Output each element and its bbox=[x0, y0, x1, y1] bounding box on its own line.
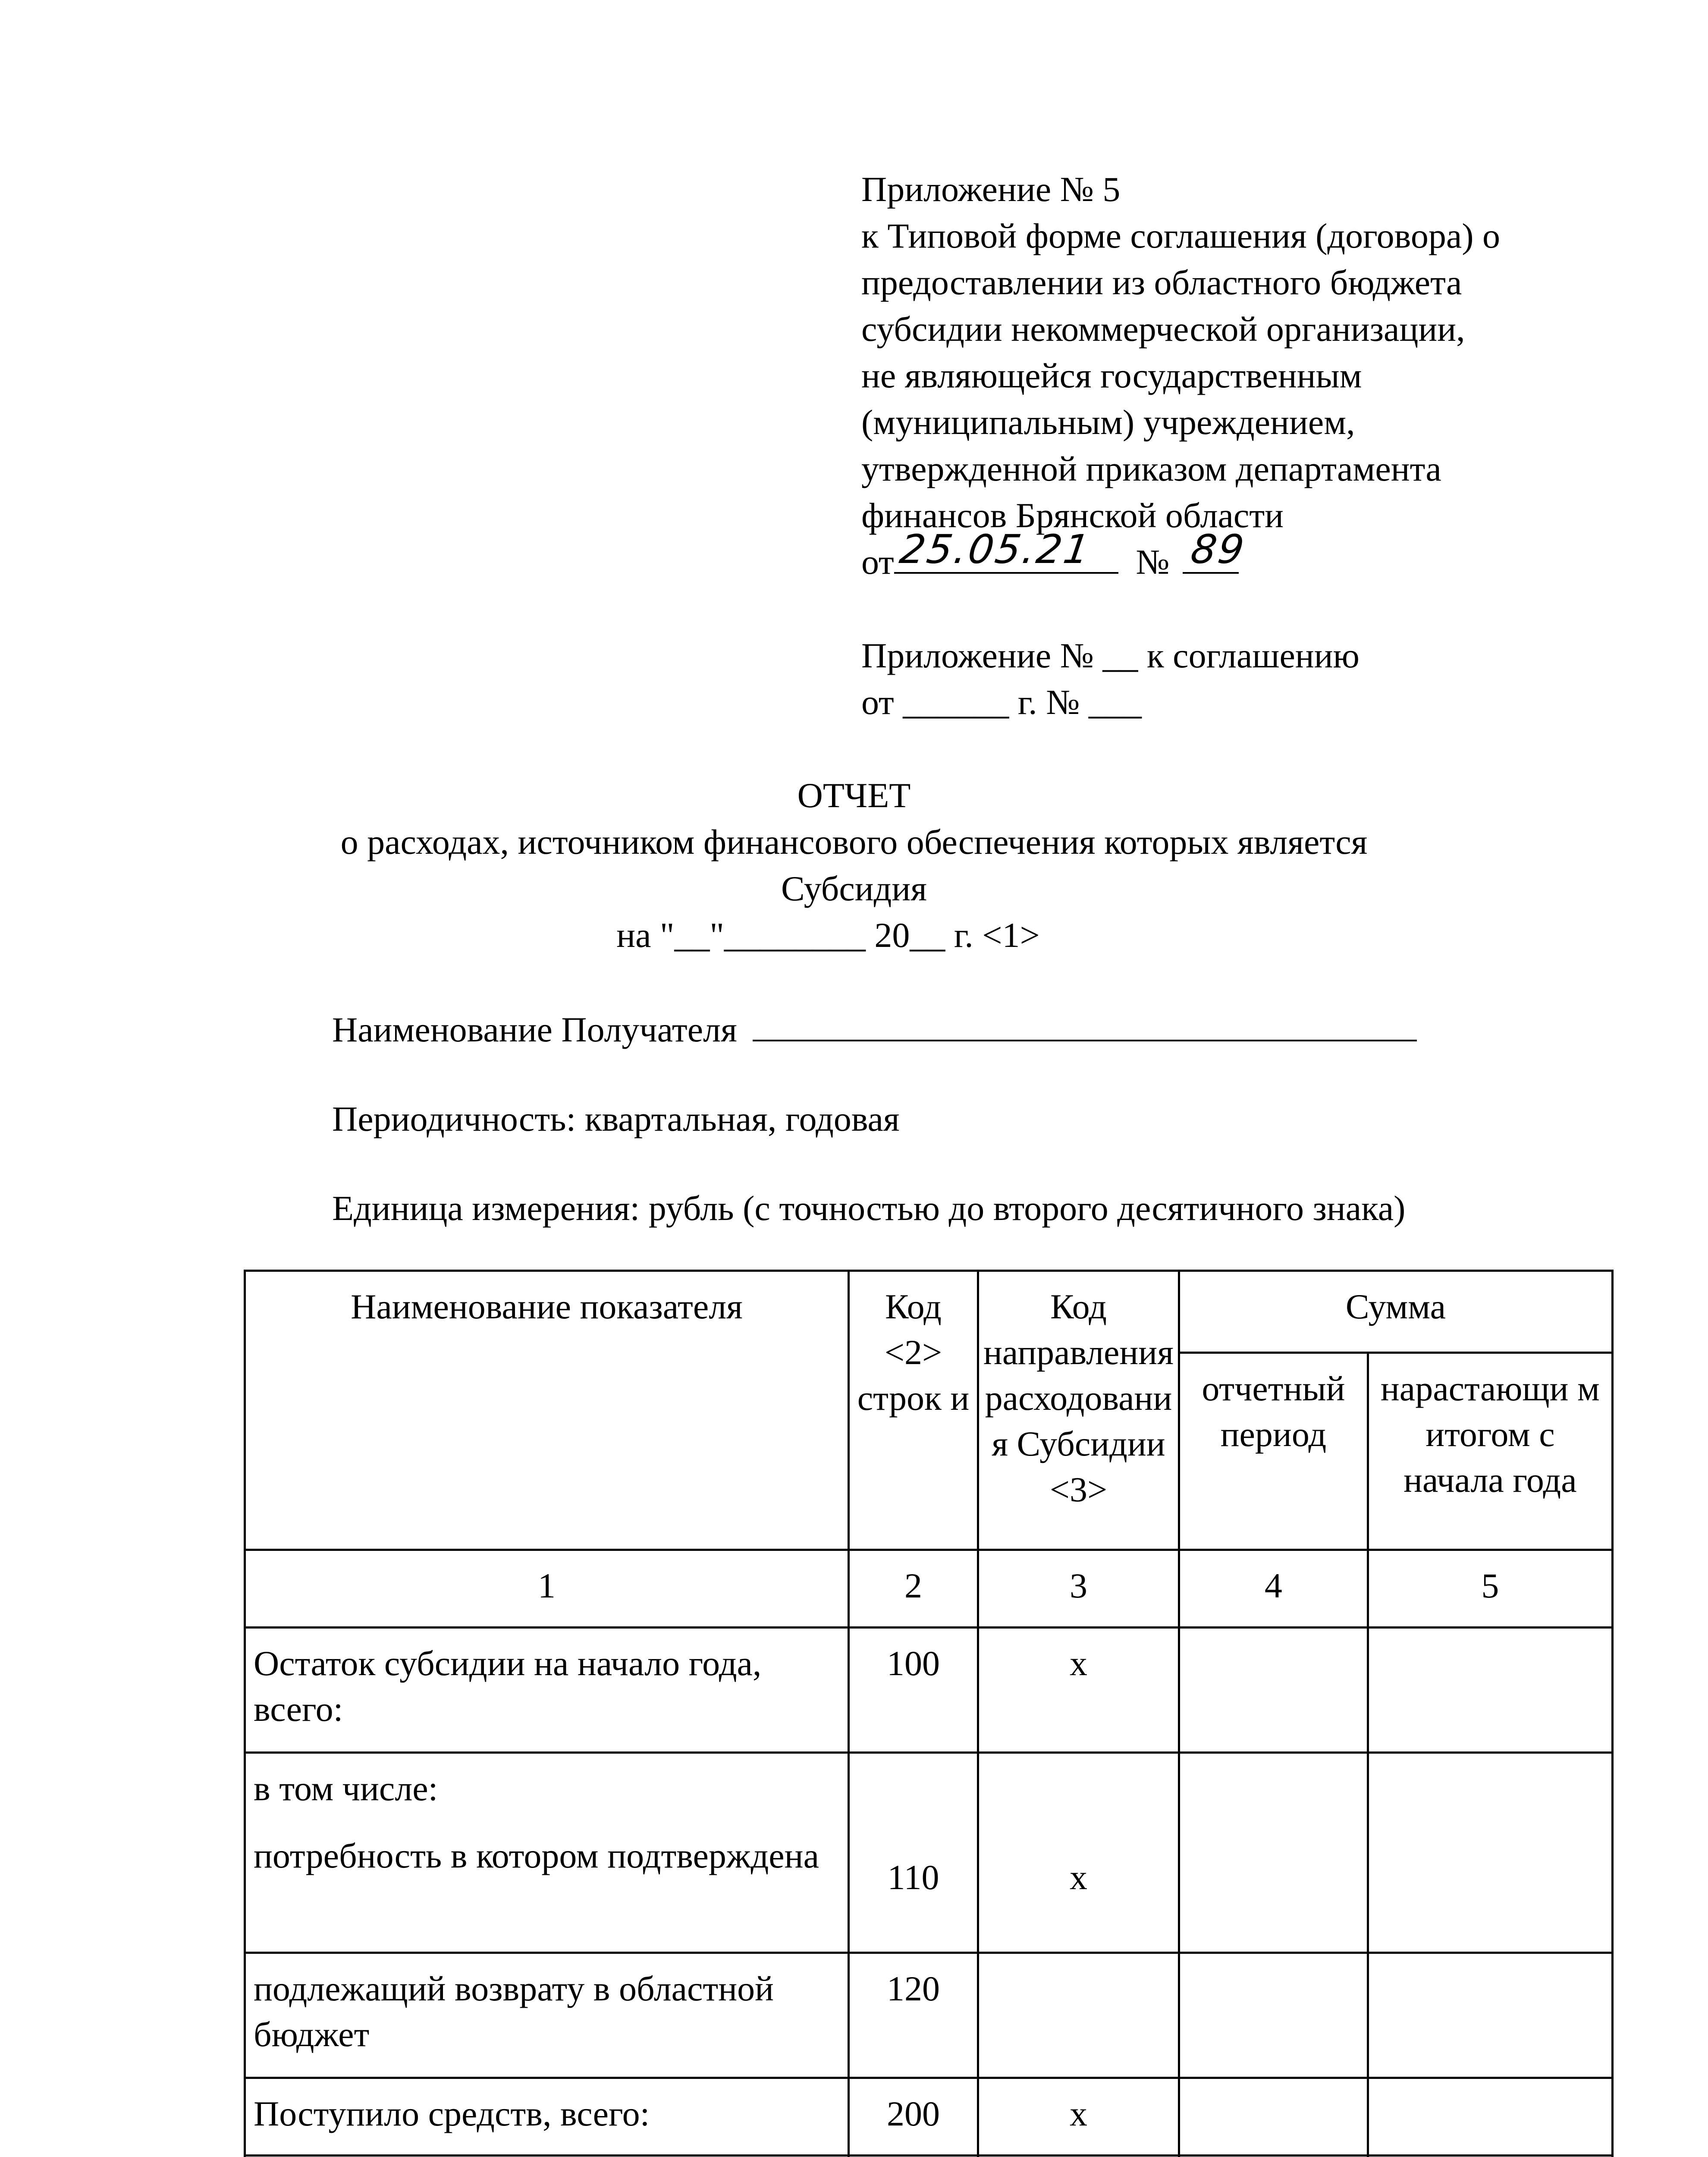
appendix-line-1: Приложение № 5 bbox=[861, 170, 1121, 209]
appendix-line-6: (муниципальным) учреждением, bbox=[861, 402, 1355, 442]
row-period-value bbox=[1179, 2156, 1368, 2157]
table-column-numbers bbox=[245, 1550, 1613, 1628]
row-cumulative-value bbox=[1368, 2156, 1612, 2157]
row-direction bbox=[978, 2156, 1179, 2157]
row-name-cell bbox=[245, 1753, 849, 1953]
recipient-row bbox=[332, 1006, 1417, 1053]
row-code: 200 bbox=[849, 2078, 978, 2156]
col-number: 4 bbox=[1179, 1550, 1368, 1628]
order-date-handwritten: 25.05.21 bbox=[897, 526, 1094, 572]
table-row bbox=[245, 1753, 1613, 1953]
row-direction bbox=[978, 1953, 1179, 2078]
row-code: 120 bbox=[849, 1953, 978, 2078]
unit-of-measure: Единица измерения: рубль (с точностью до второго десятичного знака) bbox=[332, 1189, 1406, 1228]
recipient-label: Наименование Получателя bbox=[332, 1010, 737, 1049]
header-cumulative: нарастающи м итогом с начала года bbox=[1368, 1352, 1612, 1550]
col-number: 3 bbox=[978, 1550, 1179, 1628]
row-cumulative-value bbox=[1368, 2078, 1612, 2156]
row-code: 110 bbox=[849, 1753, 978, 1953]
header-row-code: Код <2> строк и bbox=[849, 1271, 978, 1550]
report-table bbox=[244, 1270, 1614, 2157]
row-cumulative-value bbox=[1368, 1953, 1612, 2078]
row-name: подлежащий возврату в областной бюджет bbox=[245, 1953, 849, 2078]
appendix-line-8: финансов Брянской области bbox=[861, 496, 1284, 535]
order-date-field bbox=[894, 526, 1118, 574]
agreement-line-2: от ______ г. № ___ bbox=[861, 682, 1142, 722]
header-direction-code: Код направления расходовани я Субсидии <3> bbox=[978, 1271, 1179, 1550]
row-code bbox=[849, 2156, 978, 2157]
order-no-label: № bbox=[1136, 542, 1170, 582]
report-subtitle-2: Субсидия bbox=[781, 869, 927, 908]
appendix-line-7: утвержденной приказом департамента bbox=[861, 449, 1441, 488]
row-cumulative-value bbox=[1368, 1753, 1612, 1953]
appendix-line-4: субсидии некоммерческой организации, bbox=[861, 309, 1465, 349]
row-name: потребность в котором подтверждена bbox=[254, 1836, 819, 1875]
appendix-line-3: предоставлении из областного бюджета bbox=[861, 263, 1462, 302]
row-name: Поступило средств, всего: bbox=[245, 2078, 849, 2156]
row-period-value bbox=[1179, 1953, 1368, 2078]
report-title: ОТЧЕТ bbox=[797, 776, 911, 815]
col-number: 2 bbox=[849, 1550, 978, 1628]
table-row bbox=[245, 1953, 1613, 2078]
row-period-value bbox=[1179, 1753, 1368, 1953]
recipient-field bbox=[753, 1009, 1417, 1041]
report-subtitle: о расходах, источником финансового обеспечения которых является bbox=[340, 822, 1368, 862]
row-cumulative-value bbox=[1368, 1628, 1612, 1753]
periodicity: Периодичность: квартальная, годовая bbox=[332, 1099, 900, 1138]
header-indicator-name: Наименование показателя bbox=[245, 1271, 849, 1550]
col-number: 1 bbox=[245, 1550, 849, 1628]
row-period-value bbox=[1179, 1628, 1368, 1753]
agreement-line-1: Приложение № __ к соглашению bbox=[861, 636, 1359, 675]
table-row bbox=[245, 1628, 1613, 1753]
report-date-line: на "__"________ 20__ г. <1> bbox=[616, 915, 1040, 955]
table-row bbox=[245, 2078, 1613, 2156]
row-direction: x bbox=[978, 2078, 1179, 2156]
order-no-handwritten: 89 bbox=[1188, 526, 1249, 572]
appendix-line-5: не являющейся государственным bbox=[861, 356, 1362, 395]
header-sum: Сумма bbox=[1179, 1271, 1612, 1353]
appendix-line-2: к Типовой форме соглашения (договора) о bbox=[861, 216, 1501, 255]
row-code: 100 bbox=[849, 1628, 978, 1753]
order-no-field bbox=[1183, 526, 1249, 574]
order-reference bbox=[861, 526, 1249, 585]
table-row bbox=[245, 2156, 1613, 2157]
row-period-value bbox=[1179, 2078, 1368, 2156]
header-reporting-period: отчетный период bbox=[1179, 1352, 1368, 1550]
table-header-row-1 bbox=[245, 1271, 1613, 1353]
row-name-cell bbox=[245, 2156, 849, 2157]
row-direction: x bbox=[978, 1628, 1179, 1753]
order-prefix: от bbox=[861, 542, 894, 582]
row-name: Остаток субсидии на начало года, всего: bbox=[245, 1628, 849, 1753]
row-direction: x bbox=[978, 1753, 1179, 1953]
col-number: 5 bbox=[1368, 1550, 1612, 1628]
row-name-pre: в том числе: bbox=[254, 1769, 438, 1808]
